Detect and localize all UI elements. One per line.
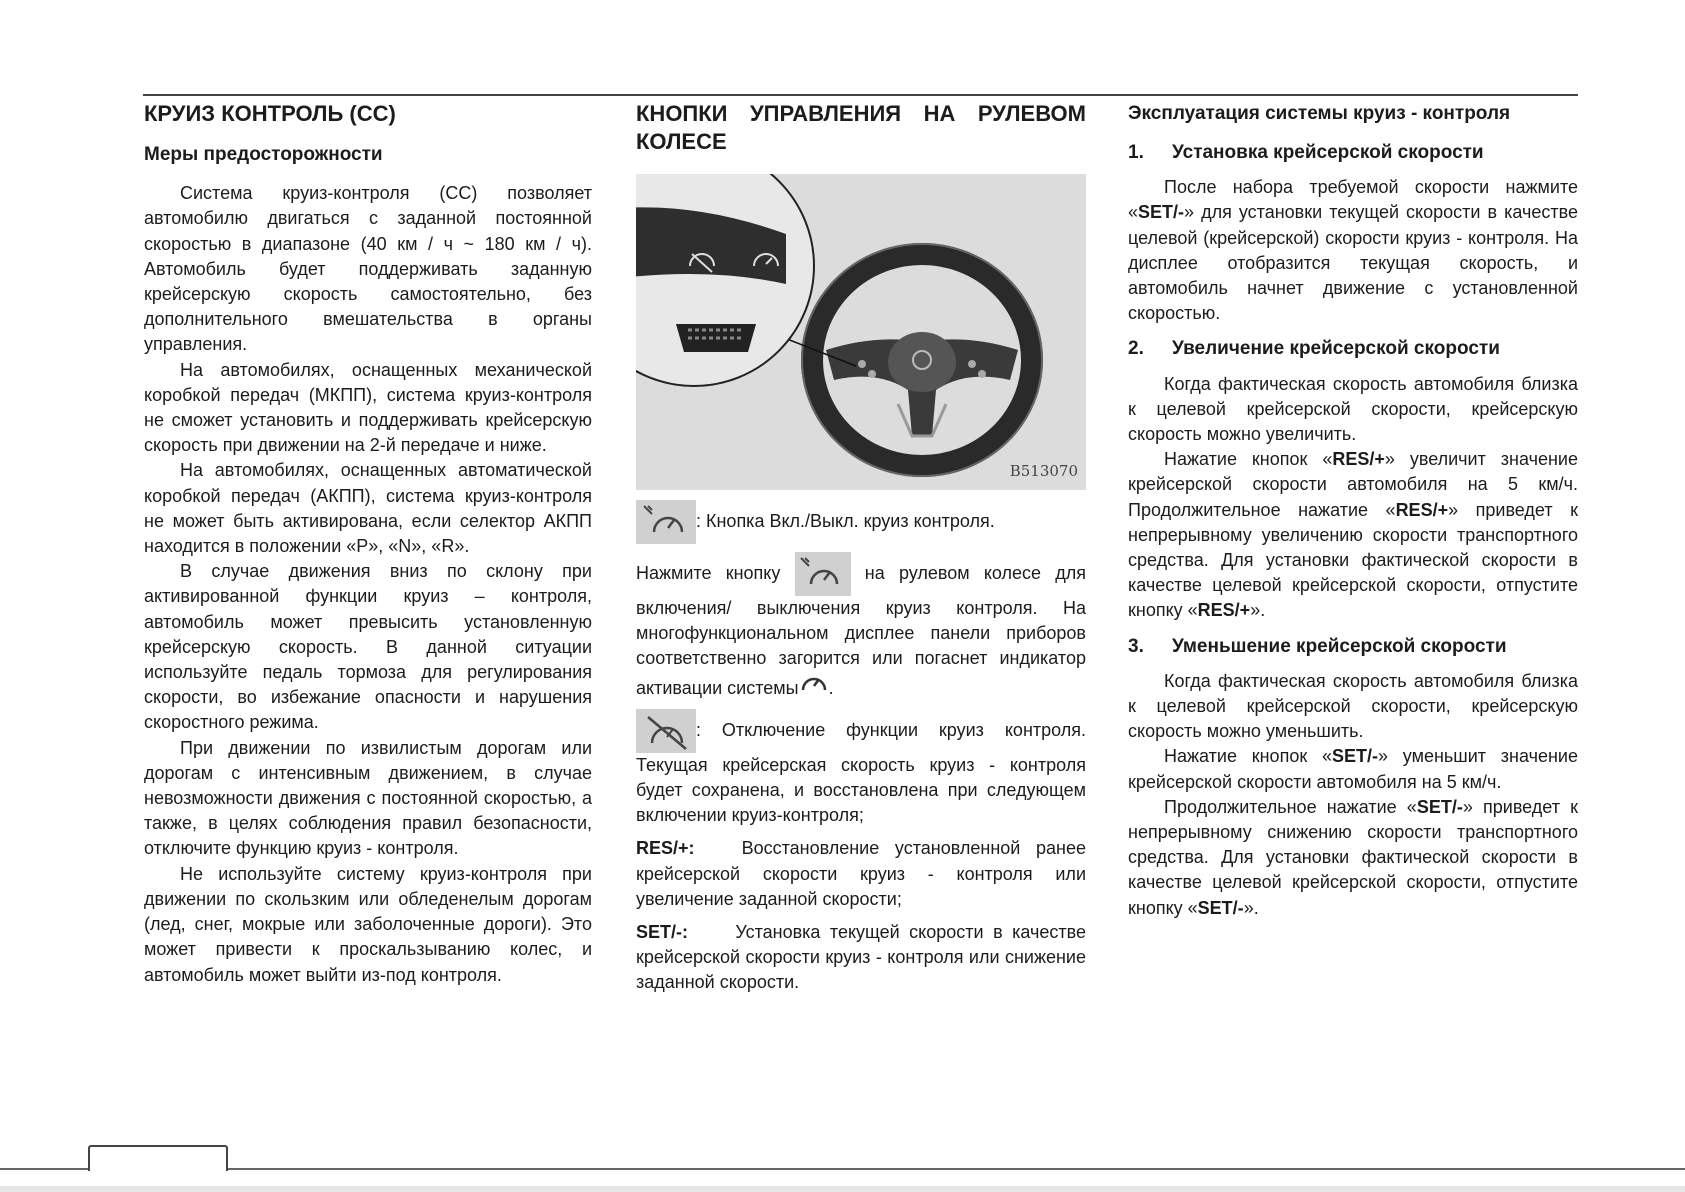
paragraph [1128,447,1578,623]
step-title: Уменьшение крейсерской скорости [1172,635,1507,657]
set-key: SET/- [1197,897,1244,918]
res-key: RES/+ [1197,600,1251,621]
res-key: RES/+ [1395,499,1449,520]
step-title: Увеличение крейсерской скорости [1172,338,1500,360]
paragraph [1128,744,1578,794]
step-title: Установка крейсерской скорости [1172,142,1484,163]
text: » увеличит значение крейсерской скорости автомобиля на 5 км/ч. Продолжительное нажатие « [1128,449,1578,520]
precautions-heading: Меры предосторожности [144,144,383,165]
set-key: SET/-: [636,922,688,943]
section-title: КРУИЗ КОНТРОЛЬ (CC) [144,101,396,126]
step-heading [1128,140,1578,165]
paragraph: При движении по извилистым дорогам или дорогам с интенсивным движением, в случае невозможности движения с постоянной скоростью, а также, в целях соблюдения правил безопасности, отключите функцию круиз - контроля. [144,737,592,859]
press-text-c: . [828,677,834,698]
text: Продолжительное нажатие « [1164,796,1417,817]
steering-wheel-drawing [636,174,1086,490]
set-key: SET/- [1416,796,1463,817]
step-number: 1. [1128,142,1144,163]
paragraph: В случае движения вниз по склону при активированной функции круиз – контроля, автомобиль может превысить установленную крейсерскую скорость. В данной ситуации используйте педаль тормоза для регулирования скорости, во избежание опасности и нарушения скоростного режима. [144,561,592,733]
column-steering-buttons [636,100,1086,996]
res-text: Восстановление установленной ранее крейсерской скорости круиз - контроля или увеличение заданной скорости; [636,838,1086,909]
step-number: 3. [1128,635,1144,657]
text: ». [1243,897,1259,918]
text: » приведет к непрерывному увеличению скорости транспортного средства. Для установки фактической скорости в качестве целевой крейсерской скорости, отпустите кнопку « [1128,499,1578,621]
set-text: Установка текущей скорости в качестве крейсерской скорости круиз - контроля или снижение заданной скорости. [636,922,1086,993]
footer-rule [0,1168,1685,1170]
section-title-line1: КНОПКИ УПРАВЛЕНИЯ НА РУЛЕВОМ [636,101,1086,126]
text: После набора требуемой скорости нажмите « [1128,177,1578,223]
cruise-indicator-icon [799,678,829,698]
paragraph: На автомобилях, оснащенных автоматической коробкой передач (АКПП), система круиз-контроля не может быть активирована, если селектор АКПП находится в положении «P», «N», «R». [144,460,592,557]
press-text-b: на рулевом колесе для включения/ выключения круиз контроля. На многофункциональном дисплее панели приборов соответственно загорится или погаснет индикатор активации системы [636,562,1086,698]
set-key: SET/- [1331,746,1378,767]
res-key: RES/+ [1332,449,1385,470]
cancel-text: : Отключение функции круиз контроля. Текущая крейсерская скорость круиз - контроля будет сохранена, и восстановлена при следующем включении круиз-контроля; [636,719,1086,826]
res-key: RES/+: [636,838,695,859]
step-number: 2. [1128,338,1144,360]
section-title-line2: КОЛЕСЕ [636,129,727,154]
operation-title: Эксплуатация системы круиз - контроля [1128,103,1511,124]
press-text-a: Нажмите кнопку [636,562,781,583]
paragraph: Когда фактическая скорость автомобиля близка к целевой крейсерской скорости, крейсерскую скорость можно уменьшить. [1128,670,1578,742]
cancel-description [636,709,1086,829]
step-heading [1128,336,1578,361]
footer-shade [0,1186,1685,1192]
paragraph: На автомобилях, оснащенных механической коробкой передач (МКПП), система круиз-контроля не сможет установить и поддерживать крейсерскую скорость при движении на 2-й передаче и ниже. [144,359,592,456]
onoff-text: : Кнопка Вкл./Выкл. круиз контроля. [696,510,995,531]
text: » приведет к непрерывному снижению скорости транспортного средства. Для установки фактической скорости в качестве целевой крейсерской скорости, отпустите кнопку « [1128,796,1578,918]
res-description [636,836,1086,912]
header-rule [143,94,1578,96]
text: Нажатие кнопок « [1164,449,1333,470]
cruise-cancel-button-icon [636,709,696,753]
paragraph [1128,795,1578,921]
text: Нажатие кнопок « [1164,746,1332,767]
text: ». [1250,600,1266,621]
paragraph: Не используйте систему круиз-контроля при движении по скользким или обледенелым дорогам (лед, снег, мокрые или заболоченные дороги). Это может привести к проскальзыванию колес, и автомобиль может выйти из-под контроля. [144,863,592,985]
cruise-onoff-button-icon [795,552,851,596]
press-instruction [636,552,1086,701]
paragraph [1128,175,1578,326]
column-operation [1128,100,1578,921]
step-heading [1128,634,1578,659]
figure-code: B513070 [1009,461,1078,480]
steering-wheel-illustration [636,174,1086,490]
cruise-onoff-button-icon [636,500,696,544]
paragraph: Система круиз-контроля (СС) позволяет автомобилю двигаться с заданной постоянной скоростью в диапазоне (40 км / ч ~ 180 км / ч). Автомобиль будет поддерживать заданную крейсерскую скорость самостоятельно, без дополнительного вмешательства в органы управления. [144,183,592,355]
text: » для установки текущей скорости в качестве целевой (крейсерской) скорости круиз - контроля. На дисплее отобразится текущая скорость, и автомобиль начнет движение с установленной скоростью. [1128,202,1578,324]
onoff-description [636,500,1086,544]
set-key: SET/- [1138,202,1185,223]
page-number-tab [88,1145,228,1171]
column-precautions [144,100,592,988]
paragraph: Когда фактическая скорость автомобиля близка к целевой крейсерской скорости, крейсерскую скорость можно увеличить. [1128,373,1578,445]
text: » уменьшит значение крейсерской скорости автомобиля на 5 км/ч. [1128,746,1578,792]
set-description [636,920,1086,996]
